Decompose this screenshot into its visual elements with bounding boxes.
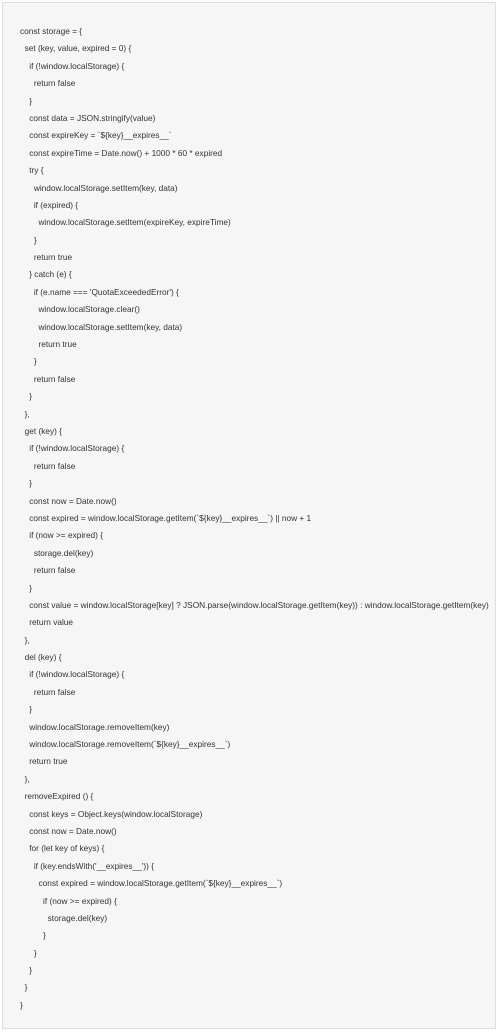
code-line: const now = Date.now() [20,495,117,506]
code-line: if (e.name === 'QuotaExceededError') { [20,286,179,297]
code-line: return false [20,565,76,576]
code-line: } catch (e) { [20,269,72,280]
code-line: window.localStorage.removeItem(key) [20,721,170,732]
code-line: } [20,95,32,106]
code-line: window.localStorage.clear() [20,304,140,315]
code-line: } [20,999,23,1010]
code-line: if (!window.localStorage) { [20,669,125,680]
code-line: } [20,391,32,402]
code-line: return false [20,686,76,697]
code-line: return true [20,756,68,767]
code-line: if (expired) { [20,199,79,210]
code-line: const value = window.localStorage[key] ? JSON.parse(window.localStorage.getItem(key)) : window.localStorage.getItem(key) [20,599,489,610]
code-line: window.localStorage.setItem(key, data) [20,182,178,193]
code-line: window.localStorage.setItem(expireKey, expireTime) [20,217,231,228]
code-line: storage.del(key) [20,547,94,558]
code-line: const now = Date.now() [20,825,117,836]
code-line: removeExpired () { [20,791,94,802]
code-line: return false [20,78,76,89]
code-line: window.localStorage.removeItem(`${key}__expires__`) [20,739,231,750]
code-line: if (key.endsWith('__expires__')) { [20,860,154,871]
code-line: try { [20,165,44,176]
code-line: return true [20,252,73,263]
code-line: for (let key of keys) { [20,843,105,854]
code-line: if (now >= expired) { [20,530,104,541]
code-line: const expireTime = Date.now() + 1000 * 60 * expired [20,147,223,158]
code-line: return false [20,460,76,471]
code-line: const keys = Object.keys(window.localStorage) [20,808,203,819]
code-line: return value [20,617,74,628]
code-line: const expireKey = `${key}__expires__` [20,130,172,141]
code-line: if (now >= expired) { [20,895,117,906]
code-line: const storage = { [20,26,83,36]
code-line: } [20,704,32,715]
code-line: } [20,234,37,245]
code-line: set (key, value, expired = 0) { [20,43,132,54]
code-line: } [20,982,28,993]
code-line: get (key) { [20,425,62,436]
code-line: if (!window.localStorage) { [20,60,125,71]
code-line: } [20,582,32,593]
code-line: }, [20,408,30,419]
code-line: del (key) { [20,652,62,663]
code-line: }, [20,773,30,784]
code-line: }, [20,634,30,645]
code-line: storage.del(key) [20,912,108,923]
code-line: const expired = window.localStorage.getItem(`${key}__expires__`) [20,878,283,889]
code-line: window.localStorage.setItem(key, data) [20,321,183,332]
code-line: } [20,965,32,976]
code-block [2,2,496,1029]
code-line: } [20,356,37,367]
code-line: return false [20,373,76,384]
code-line: } [20,930,46,941]
code-line: const expired = window.localStorage.getItem(`${key}__expires__`) || now + 1 [20,512,312,523]
code-line: const data = JSON.stringify(value) [20,112,156,123]
code-line: } [20,478,32,489]
code-line: } [20,947,37,958]
code-line: if (!window.localStorage) { [20,443,125,454]
code-line: return true [20,339,77,350]
